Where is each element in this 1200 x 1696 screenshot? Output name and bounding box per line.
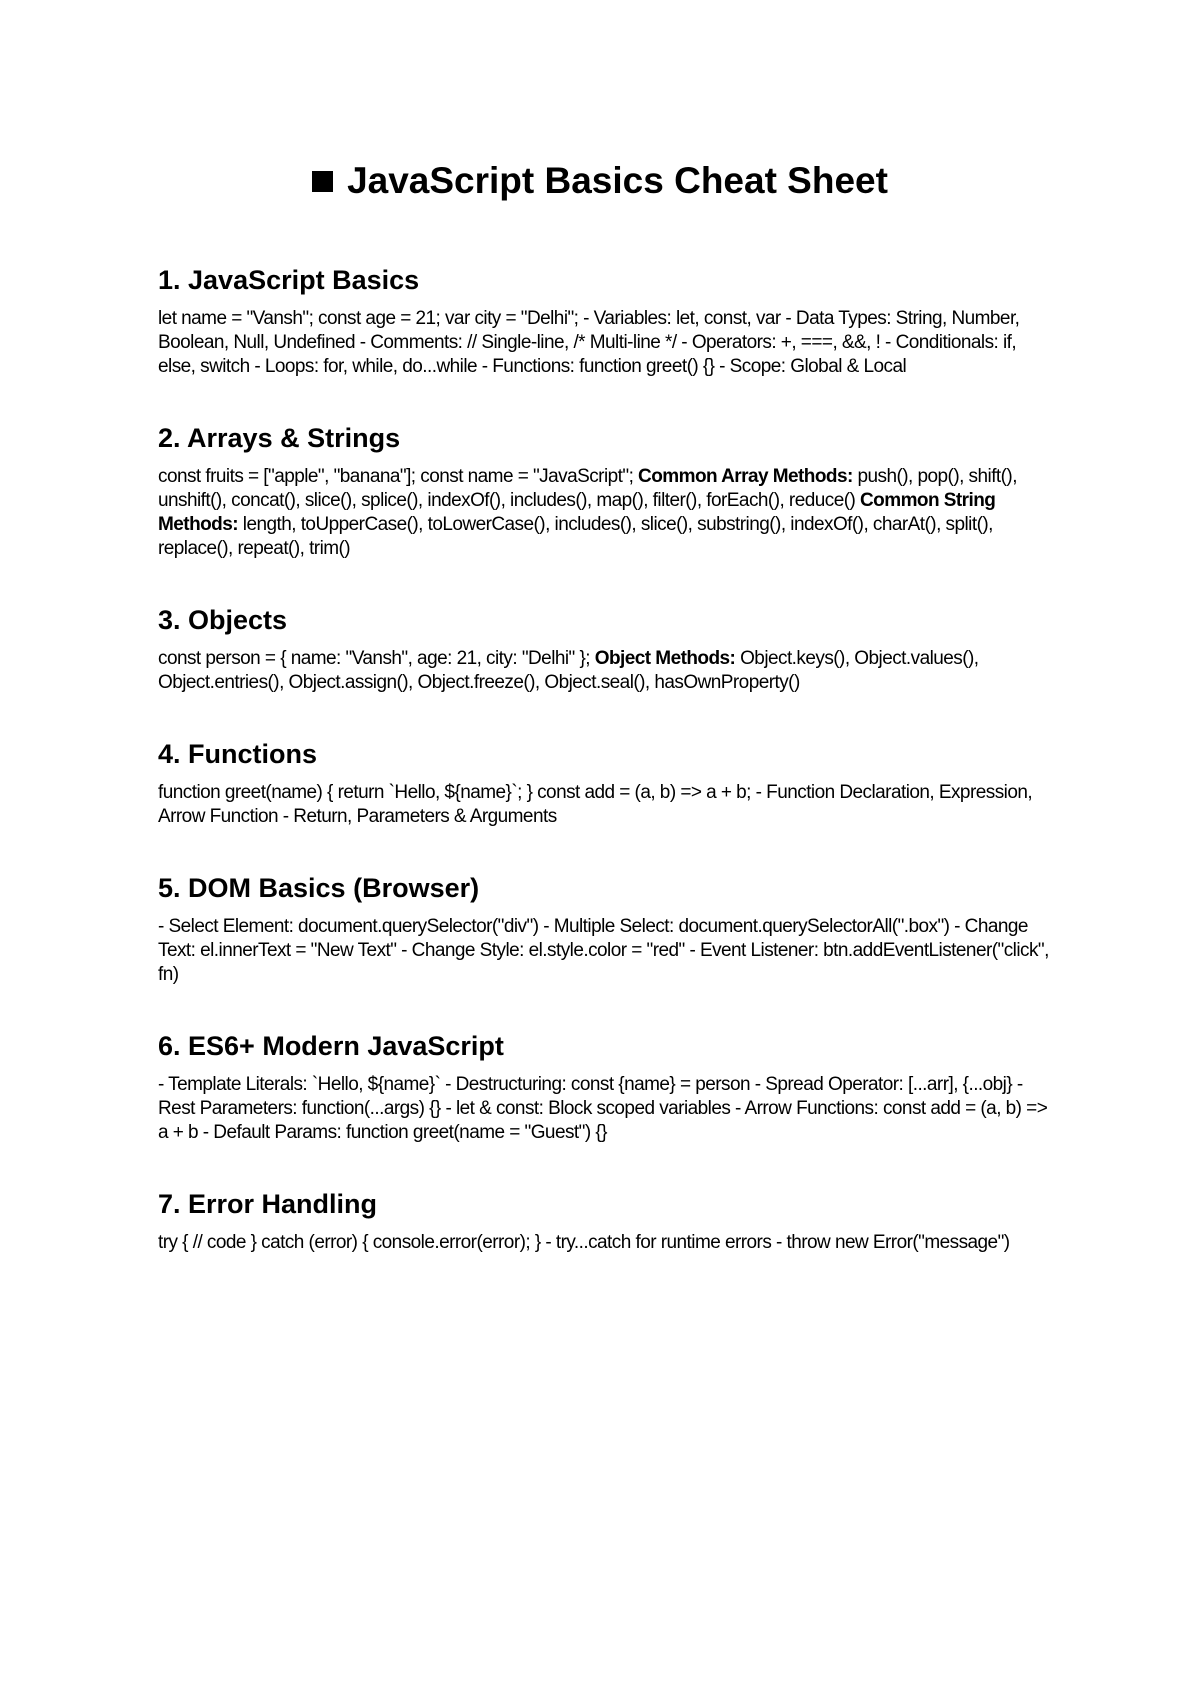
section: [158, 736, 1058, 829]
section: [158, 602, 1058, 695]
page-title-text: JavaScript Basics Cheat Sheet: [347, 160, 888, 201]
body-text: - Template Literals: `Hello, ${name}` - Destructuring: const {name} = person - Spread Operator: [...arr], {...obj} - Rest Parameters: function(...args) {} - let & const: Block scoped variables - Arrow Functions: const add = (a, b) => a + b - Default Params: function greet(name = "Guest") {}: [158, 1074, 1048, 1143]
section-heading: 5. DOM Basics (Browser): [158, 873, 480, 903]
body-text: try { // code } catch (error) { console.error(error); } - try...catch for runtime errors - throw new Error("message"): [158, 1232, 1010, 1253]
body-text: push(), pop(), shift(), unshift(), concat(), slice(), splice(), indexOf(), includes(), map(), filter(), forEach(), reduce(): [158, 466, 1017, 511]
sections-container: [158, 262, 1058, 1296]
section-heading: 2. Arrays & Strings: [158, 423, 401, 453]
section-body: [158, 1231, 1058, 1255]
section: [158, 1028, 1058, 1145]
section: [158, 870, 1058, 987]
body-text: - Select Element: document.querySelector("div") - Multiple Select: document.querySelectorAll(".box") - Change Text: el.innerText = "New Text" - Change Style: el.style.color = "red" - Event Listener: btn.addEventListener("click", fn): [158, 916, 1049, 985]
section-body: [158, 781, 1058, 829]
body-text: const fruits = ["apple", "banana"]; const name = "JavaScript";: [158, 466, 639, 487]
bold-label: Common String Methods:: [158, 490, 996, 535]
body-text: length, toUpperCase(), toLowerCase(), includes(), slice(), substring(), indexOf(), charAt(), split(), replace(), repeat(), trim(): [158, 514, 993, 559]
page-title: [0, 158, 1200, 204]
bold-label: Common Array Methods:: [638, 466, 853, 487]
square-bullet-icon: [312, 171, 333, 192]
body-text: const person = { name: "Vansh", age: 21, city: "Delhi" };: [158, 648, 595, 669]
bold-label: Object Methods:: [594, 648, 736, 669]
section-heading: 3. Objects: [158, 605, 288, 635]
section-body: [158, 915, 1058, 987]
body-text: function greet(name) { return `Hello, ${name}`; } const add = (a, b) => a + b; - Function Declaration, Expression, Arrow Function - Return, Parameters & Arguments: [158, 782, 1033, 827]
body-text: Object.keys(), Object.values(), Object.entries(), Object.assign(), Object.freeze(), Object.seal(), hasOwnProperty(): [158, 648, 979, 693]
section: [158, 420, 1058, 561]
section: [158, 1186, 1058, 1255]
body-text: let name = "Vansh"; const age = 21; var city = "Delhi"; - Variables: let, const, var - Data Types: String, Number, Boolean, Null, Undefined - Comments: // Single-line, /* Multi-line */ - Operators: +, ===, &&, ! - Conditionals: if, else, switch - Loops: for, while, do...while - Functions: function greet() {} - Scope: Global & Local: [158, 308, 1020, 377]
section-body: [158, 647, 1058, 695]
section-heading: 6. ES6+ Modern JavaScript: [158, 1031, 504, 1061]
section-body: [158, 307, 1058, 379]
section: [158, 262, 1058, 379]
section-heading: 1. JavaScript Basics: [158, 265, 420, 295]
section-body: [158, 465, 1058, 561]
section-heading: 4. Functions: [158, 739, 318, 769]
section-heading: 7. Error Handling: [158, 1189, 378, 1219]
section-body: [158, 1073, 1058, 1145]
